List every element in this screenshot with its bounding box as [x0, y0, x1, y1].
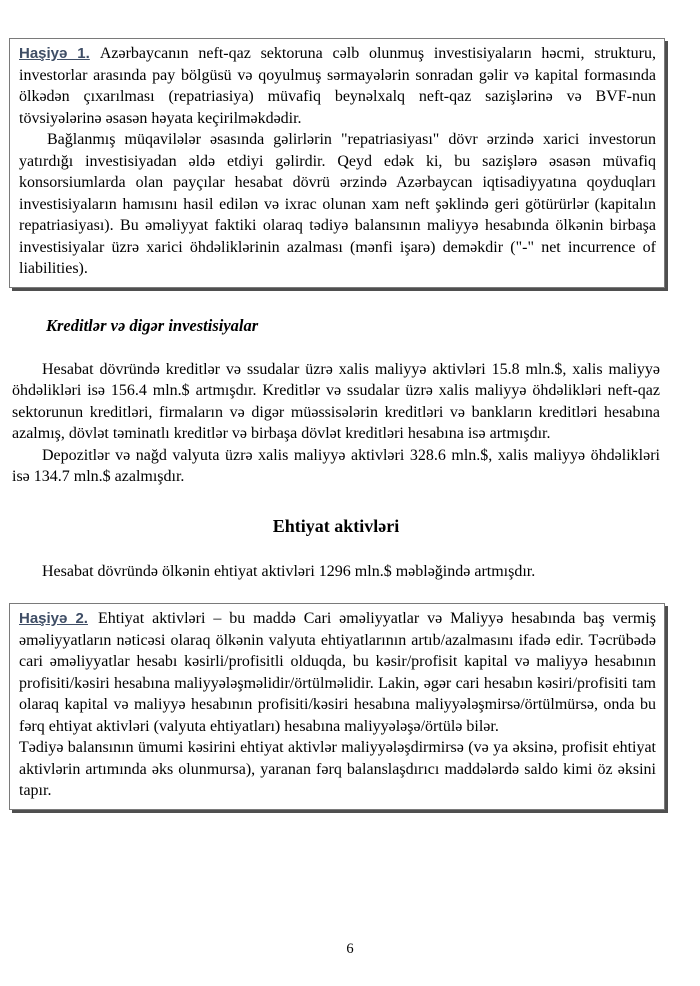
credits-paragraph-1: Hesabat dövründə kreditlər və ssudalar üzrə xalis maliyyə aktivləri 15.8 mln.$, xalis maliyyə öhdəlikləri isə 156.4 mln.$ artmışdır. Kreditlər və ssudalar üzrə xalis maliyyə öhdəlikləri neft-qaz sektorunun kreditləri, firmaların və digər müəssisələrin kreditləri və bankların kreditləri hesabına azalmış, dövlət təminatlı kreditlər və birbaşa dövlət kreditləri hesabına isə artmışdır. — [12, 360, 660, 442]
note-1-paragraph-2: Bağlanmış müqavilələr əsasında gəlirlərin "repatriasiyası" dövr ərzində xarici investorun yatırdığı investisiyadan əldə etdiyi gəlirdir. Qeyd edək ki, bu sazişlərə əsasən müvafiq konsorsiumlarda olan payçılar hesabat dövrü ərzində Azərbaycan iqtisadiyyatına qoyduqları investisiyaların hamısını hasil edilən və ixrac olunan xam neft şəklində geri götürürlər (kapitalın repatriasiyası). Bu əməliyyat faktiki olaraq tədiyə balansının maliyyə hesabında ölkənin birbaşa investisiyalar üzrə xarici öhdəliklərinin azalması (mənfi işarə) deməkdir ("-" net incurrence of liabilities). — [19, 131, 656, 277]
note-box-2 — [9, 603, 665, 810]
page-number: 6 — [346, 941, 354, 957]
section-heading-reserve-assets: Ehtiyat aktivləri — [272, 515, 400, 536]
reserve-assets-paragraph: Hesabat dövründə ölkənin ehtiyat aktivləri 1296 mln.$ məbləğində artmışdır. — [42, 562, 536, 580]
note-2-paragraph-1: Ehtiyat aktivləri – bu maddə Cari əməliyyatlar və Maliyyə hesabında baş vermiş əməliyyatların nəticəsi olaraq ölkənin valyuta ehtiyatlarının artıb/azalmasını ifadə edir. Təcrübədə cari əməliyyatlar hesabı kəsirli/profisitli olduqda, bu kəsir/profisit kapital və maliyyə hesabının profisiti/kəsiri hesabına maliyyələşməlidir/örtülməlidir. Lakin, əgər cari hesabın kəsiri/profisiti tam olaraq kapital və maliyyə hesabının profisiti/kəsiri hesabına maliyyələşmirsə/örtülmürsə, onda bu fərq ehtiyat aktivləri (valyuta ehtiyatları) hesabına maliyyələşə/örtülə bilər. — [19, 610, 657, 735]
note-1-label: Haşiyə 1. — [19, 45, 90, 62]
note-1-paragraph-1-container — [19, 43, 656, 129]
credits-paragraph-2: Depozitlər və nağd valyuta üzrə xalis maliyyə aktivləri 328.6 mln.$, xalis maliyyə öhdəlikləri isə 134.7 mln.$ azalmışdır. — [12, 446, 660, 485]
note-2-paragraph-2: Tədiyə balansının ümumi kəsirini ehtiyat aktivlər maliyyələşdirmirsə (və ya əksinə, profisit ehtiyat aktivlərin artımında əks olunmursa), yaranan fərq balanslaşdırıcı maddələrdə saldo kimi öz əksini tapır. — [19, 739, 656, 799]
note-box-1 — [9, 38, 665, 288]
note-2-paragraph-1-container — [19, 608, 656, 737]
note-2-label: Haşiyə 2. — [19, 610, 88, 627]
section-heading-credits: Kreditlər və digər investisiyalar — [46, 315, 259, 335]
note-1-paragraph-1: Azərbaycanın neft-qaz sektoruna cəlb olunmuş investisiyaların həcmi, strukturu, investorlar arasında pay bölgüsü və qoyulmuş sərmayələrin sonradan gəlir və kapital formasında ölkədən çıxarılması (repatriasiya) müvafiq beynəlxalq neft-qaz sazişlərinə və BVF-nun tövsiyələrinə əsasən həyata keçirilməkdədir. — [19, 45, 656, 127]
